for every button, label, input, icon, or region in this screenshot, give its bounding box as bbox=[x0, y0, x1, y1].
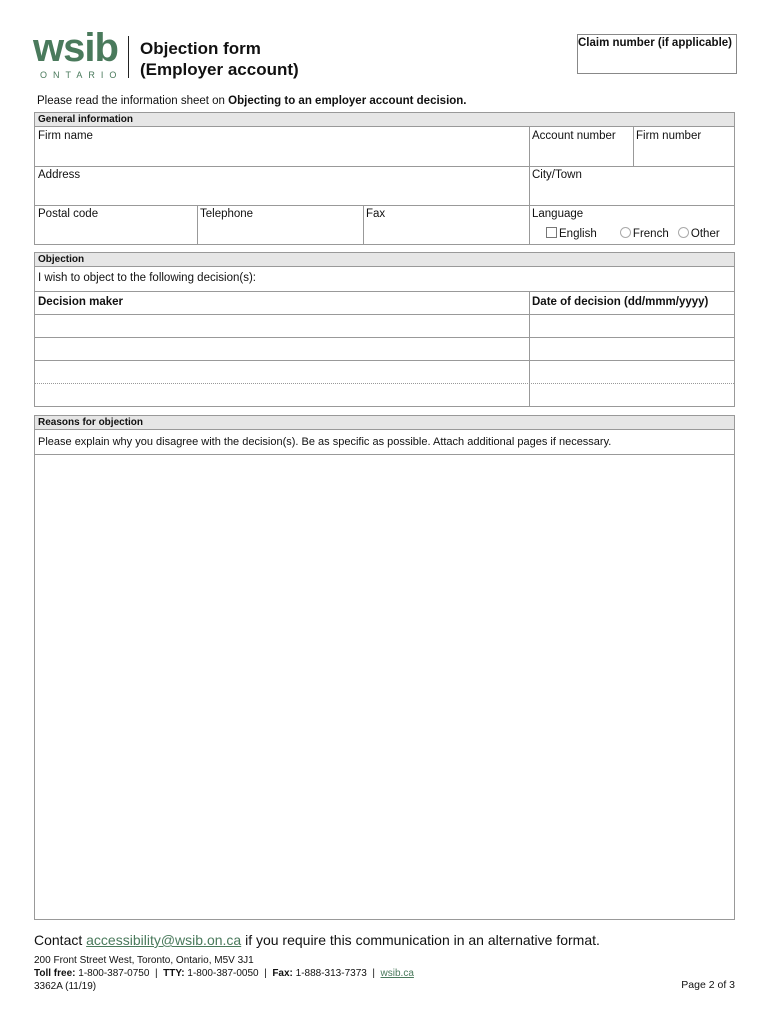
account-number-field[interactable] bbox=[529, 127, 633, 166]
form-title-line2: (Employer account) bbox=[140, 60, 299, 79]
decision-date-input-3[interactable] bbox=[529, 361, 736, 383]
phone-line: Toll free: 1-800-387-0750 | TTY: 1-800-387-0050 | Fax: 1-888-313-7373 | wsib.ca bbox=[34, 968, 414, 979]
city-label: City/Town bbox=[532, 169, 582, 181]
language-other-option[interactable] bbox=[678, 228, 720, 240]
wsib-logo: wsib bbox=[33, 26, 118, 70]
address-field[interactable] bbox=[35, 166, 529, 205]
account-number-label: Account number bbox=[532, 130, 616, 142]
decision-date-input-4[interactable] bbox=[529, 384, 736, 406]
objection-statement: I wish to object to the following decision(s): bbox=[38, 272, 256, 284]
decision-date-input-2[interactable] bbox=[529, 338, 736, 360]
checkbox-icon[interactable] bbox=[546, 227, 557, 238]
fax-field[interactable] bbox=[363, 205, 529, 245]
tty-number: 1-800-387-0050 bbox=[184, 968, 259, 979]
fax-number: 1-888-313-7373 bbox=[292, 968, 367, 979]
tollfree-number: 1-800-387-0750 bbox=[75, 968, 150, 979]
postal-code-field[interactable] bbox=[35, 205, 197, 245]
claim-number-label: Claim number (if applicable) bbox=[578, 37, 732, 49]
contact-suffix: if you require this communication in an alternative format. bbox=[241, 932, 600, 948]
language-english-label: English bbox=[559, 228, 597, 240]
objection-section bbox=[34, 252, 735, 407]
reasons-section bbox=[34, 415, 735, 920]
firm-name-field[interactable] bbox=[35, 127, 529, 166]
objection-heading: Objection bbox=[35, 253, 734, 267]
header-divider bbox=[128, 36, 129, 78]
accessibility-contact bbox=[34, 932, 600, 948]
intro-bold: Objecting to an employer account decision. bbox=[228, 95, 467, 107]
language-french-label: French bbox=[632, 228, 669, 240]
office-address: 200 Front Street West, Toronto, Ontario, M5V 3J1 bbox=[34, 955, 254, 966]
decision-maker-input-1[interactable] bbox=[35, 315, 529, 337]
intro-prefix: Please read the information sheet on bbox=[37, 95, 229, 107]
contact-prefix: Contact bbox=[34, 932, 87, 948]
radio-icon[interactable] bbox=[678, 227, 689, 238]
city-field[interactable] bbox=[529, 166, 736, 205]
website-link[interactable]: wsib.ca bbox=[380, 968, 414, 979]
reasons-heading: Reasons for objection bbox=[35, 416, 734, 430]
form-title bbox=[140, 38, 299, 80]
general-information-heading: General information bbox=[35, 113, 734, 127]
general-information-section bbox=[34, 112, 735, 245]
language-other-label: Other bbox=[690, 228, 720, 240]
telephone-field[interactable] bbox=[197, 205, 363, 245]
firm-number-field[interactable] bbox=[633, 127, 736, 166]
date-of-decision-header: Date of decision (dd/mmm/yyyy) bbox=[532, 296, 709, 308]
postal-code-label: Postal code bbox=[38, 208, 99, 220]
decision-date-input-1[interactable] bbox=[529, 315, 736, 337]
firm-name-label: Firm name bbox=[38, 130, 93, 142]
decision-maker-input-2[interactable] bbox=[35, 338, 529, 360]
language-label: Language bbox=[532, 208, 584, 220]
wsib-logo-subtitle: ONTARIO bbox=[40, 70, 123, 80]
language-english-option[interactable] bbox=[546, 228, 597, 240]
language-french-option[interactable] bbox=[620, 228, 669, 240]
claim-number-field[interactable] bbox=[577, 34, 737, 74]
page-number: Page 2 of 3 bbox=[681, 979, 735, 991]
decision-maker-input-3[interactable] bbox=[35, 361, 529, 383]
language-field bbox=[529, 205, 736, 245]
telephone-label: Telephone bbox=[200, 208, 254, 220]
reasons-instruction: Please explain why you disagree with the decision(s). Be as specific as possible. Attach additional pages if necessary. bbox=[38, 436, 612, 448]
reasons-textarea[interactable] bbox=[35, 455, 736, 919]
form-code: 3362A (11/19) bbox=[34, 981, 97, 992]
tollfree-label: Toll free: bbox=[34, 968, 76, 979]
fax-label: Fax: bbox=[272, 968, 293, 979]
decision-maker-header: Decision maker bbox=[38, 296, 124, 308]
form-title-line1: Objection form bbox=[140, 39, 261, 58]
address-label: Address bbox=[38, 169, 81, 181]
firm-number-label: Firm number bbox=[636, 130, 702, 142]
tty-label: TTY: bbox=[163, 968, 185, 979]
fax-label: Fax bbox=[366, 208, 386, 220]
decision-maker-input-4[interactable] bbox=[35, 384, 529, 406]
intro-text bbox=[37, 95, 467, 107]
radio-icon[interactable] bbox=[620, 227, 631, 238]
accessibility-email-link[interactable]: accessibility@wsib.on.ca bbox=[86, 932, 242, 948]
